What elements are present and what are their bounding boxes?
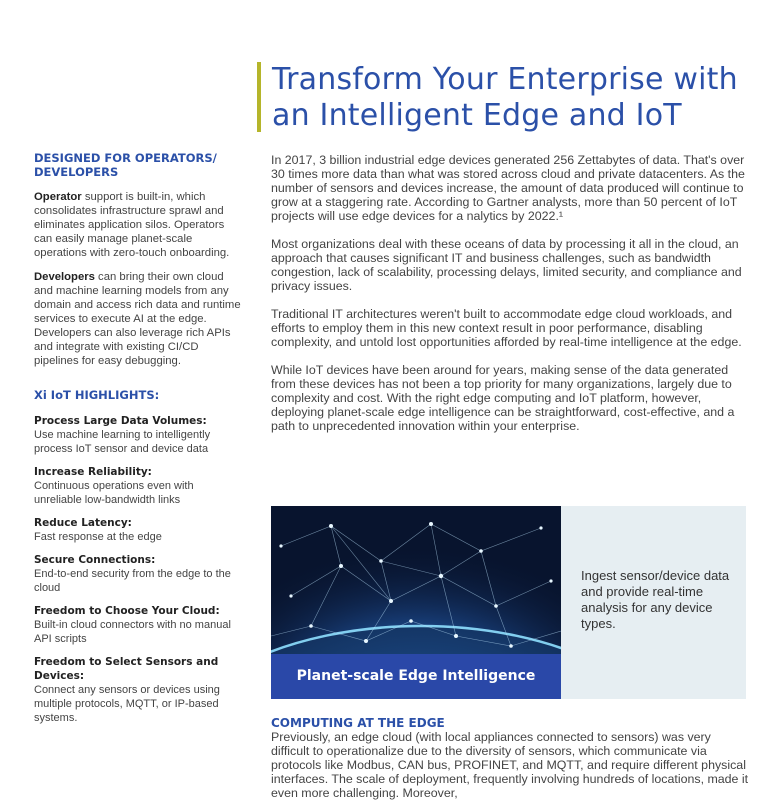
highlight-title: Process Large Data Volumes: bbox=[34, 415, 207, 427]
highlight-desc: Fast response at the edge bbox=[34, 531, 162, 543]
designed-heading: DESIGNED FOR OPERATORS/ DEVELOPERS bbox=[34, 151, 217, 179]
body-paragraph: In 2017, 3 billion industrial edge devices generated 256 Zettabytes of data. That's over 30 times more data than what was stored across cloud and private datacenters. As the number of sensors and devices increase, the amount of data produced will continue to grow at a staggering rate. According to Gartner analysts, more than 50 percent of IoT projects will use edge devices for a nalytics by 2022.¹ bbox=[271, 153, 745, 223]
developer-text: can bring their own cloud and machine learning models from any domain and access rich data and runtime services to execute AI at the edge. Developers can also leverage rich APIs and integrate with existing CI/CD pipelines for easy debugging. bbox=[34, 271, 241, 367]
main-body bbox=[271, 153, 751, 447]
highlight-title: Freedom to Choose Your Cloud: bbox=[34, 605, 220, 617]
highlight-item bbox=[34, 414, 244, 456]
highlight-title: Increase Reliability: bbox=[34, 466, 152, 478]
highlight-title: Reduce Latency: bbox=[34, 517, 132, 529]
developer-paragraph bbox=[34, 270, 244, 368]
highlight-item bbox=[34, 516, 244, 544]
operator-bold: Operator bbox=[34, 191, 82, 203]
developer-bold: Developers bbox=[34, 271, 95, 283]
highlight-item bbox=[34, 604, 244, 646]
title-accent-bar bbox=[257, 62, 261, 132]
body-paragraph: Traditional IT architectures weren't built to accommodate edge cloud workloads, and efforts to employ them in this new context result in poor performance, disabling complexity, and untold lost opportunities afforded by real-time intelligence at the edge. bbox=[271, 307, 742, 349]
feature-figure bbox=[271, 506, 746, 699]
operator-text: support is built-in, which consolidates infrastructure sprawl and eliminates application silos. Operators can easily manage planet-scale operations with zero-touch onboarding. bbox=[34, 191, 230, 259]
computing-section bbox=[271, 716, 751, 800]
computing-text: Previously, an edge cloud (with local appliances connected to sensors) was very difficult to operationalize due to the diversity of sensors, which communicate via protocols like Modbus, CAN bus, PROFINET, and MQTT, and require different physical interfaces. The scale of deployment, frequently involving hundreds of locations, made it even more challenging. Moreover, bbox=[271, 730, 749, 800]
computing-heading: COMPUTING AT THE EDGE bbox=[271, 716, 445, 730]
operator-paragraph bbox=[34, 190, 244, 260]
highlight-desc: Continuous operations even with unreliable low-bandwidth links bbox=[34, 480, 194, 506]
figure-caption: Planet-scale Edge Intelligence bbox=[271, 654, 561, 699]
highlight-item bbox=[34, 553, 244, 595]
highlight-desc: Use machine learning to intelligently process IoT sensor and device data bbox=[34, 429, 211, 455]
earth-network-image bbox=[271, 506, 561, 699]
highlight-title: Freedom to Select Sensors and Devices: bbox=[34, 656, 219, 682]
left-sidebar bbox=[34, 151, 244, 734]
body-paragraph: Most organizations deal with these oceans of data by processing it all in the cloud, an approach that causes significant IT and business challenges, such as bandwidth congestion, lack of scalability, processing delays, limited security, and compliance and privacy issues. bbox=[271, 237, 742, 293]
highlight-desc: Connect any sensors or devices using multiple protocols, MQTT, or IP-based systems. bbox=[34, 684, 220, 724]
body-paragraph: While IoT devices have been around for years, making sense of the data generated from these devices has not been a top priority for many organizations, largely due to complexity and cost. With the right edge computing and IoT platform, however, deploying planet-scale edge intelligence can be straightforward, cost-effective, and a path to unprecedented innovation within your enterprise. bbox=[271, 363, 735, 433]
page-title: Transform Your Enterprise with an Intelligent Edge and IoT bbox=[272, 62, 738, 133]
highlight-item bbox=[34, 465, 244, 507]
highlight-desc: Built-in cloud connectors with no manual API scripts bbox=[34, 619, 231, 645]
highlight-title: Secure Connections: bbox=[34, 554, 156, 566]
figure-side-text: Ingest sensor/device data and provide real-time analysis for any device types. bbox=[581, 568, 730, 631]
highlight-desc: End-to-end security from the edge to the cloud bbox=[34, 568, 231, 594]
highlight-item bbox=[34, 655, 244, 725]
highlights-heading: Xi IoT HIGHLIGHTS: bbox=[34, 388, 160, 402]
